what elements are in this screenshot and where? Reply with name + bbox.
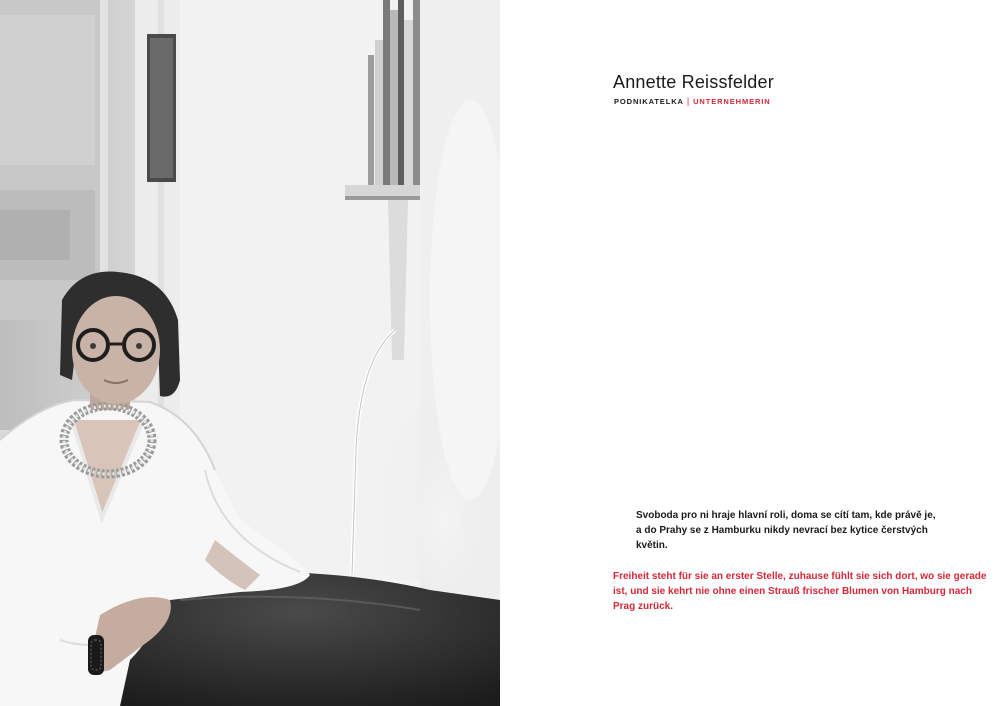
quote-czech <box>636 508 936 553</box>
quote-german-line: ist, und sie kehrt nie ohne einen Strauß frischer Blumen von Hamburg nach <box>613 586 972 597</box>
role-german: UNTERNEHMERIN <box>693 97 771 106</box>
role-separator: | <box>686 96 691 106</box>
quote-german <box>613 569 987 614</box>
person-name: Annette Reissfelder <box>613 72 774 92</box>
person-roles <box>614 96 771 106</box>
quote-german-line: Prag zurück. <box>613 601 674 612</box>
quote-czech-line: květin. <box>636 540 668 551</box>
quote-czech-line: a do Prahy se z Hamburku nikdy nevrací bez kytice čerstvých <box>636 525 928 536</box>
text-page <box>500 0 1000 706</box>
quote-german-line: Freiheit steht für sie an erster Stelle, zuhause fühlt sie sich dort, wo sie gerade <box>613 571 987 582</box>
role-czech: PODNIKATELKA <box>614 97 684 106</box>
quote-czech-line: Svoboda pro ni hraje hlavní roli, doma se cítí tam, kde právě je, <box>636 510 936 521</box>
